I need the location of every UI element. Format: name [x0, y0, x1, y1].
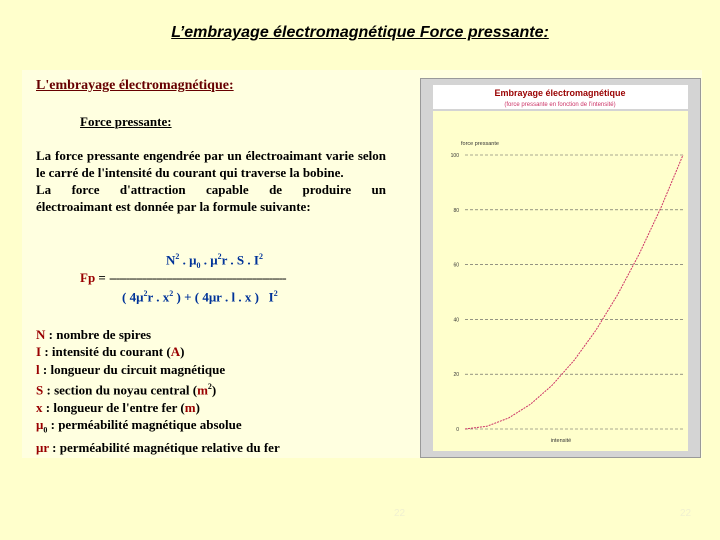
chart-title: Embrayage électromagnétique	[494, 88, 626, 98]
formula-fraction-bar: -----------------------------------------------------	[109, 270, 286, 285]
definition-item: l : longueur du circuit magnétique	[36, 361, 226, 377]
chart-subtitle: (force pressante en fonction de l'intensité)	[504, 102, 616, 108]
y-tick-label: 80	[453, 207, 459, 214]
definition-item: S : section du noyau central $(m^2)$	[36, 382, 217, 398]
page-number-right: 22	[680, 508, 692, 519]
y-axis-label: force pressante	[461, 141, 499, 147]
section-subtitle: Force pressante:	[80, 114, 172, 129]
paragraph-2a: La force d'attraction capable de produire un	[36, 182, 386, 197]
definition-item: $\mu_0$ : perméabilité magnétique absolue	[36, 417, 242, 435]
formula-denominator: ( $4\mu^2r$ . $x^2$ ) + ( 4μr . l . x ) $I^2$	[122, 289, 278, 305]
definition-item: x : longueur de l'entre fer (m)	[36, 399, 200, 415]
force-chart	[421, 79, 700, 457]
slide-title: L’embrayage électromagnétique Force pressante:	[171, 24, 549, 41]
y-tick-label: 100	[450, 153, 459, 159]
y-tick-label: 0	[456, 427, 459, 433]
paragraph-1: La force pressante engendrée par un électroaimant varie selon le carré de l'intensité du courant qui traverse la bobine.	[36, 148, 386, 180]
x-axis-label: intensité	[550, 438, 572, 444]
formula-numerator: $N^2$ . $\mu_0$ . $\mu^2r$ . S . $I^2$	[166, 252, 263, 270]
paragraph-2b: électroaimant est donnée par la formule suivante:	[36, 199, 311, 214]
y-tick-label: 60	[453, 262, 459, 269]
formula-fp: Fp = -----------------------------------------------------	[80, 270, 286, 285]
y-tick-label: 40	[453, 317, 459, 324]
y-tick-label: 20	[453, 372, 459, 379]
paragraph	[36, 147, 386, 215]
chart-frame	[420, 78, 701, 458]
definition-item: N : nombre de spires	[36, 327, 152, 342]
chart-plot-bg	[433, 111, 688, 451]
page-number-left: 22	[394, 508, 406, 519]
definition-item: μr : perméabilité magnétique relative du fer	[36, 440, 280, 456]
section-title: L'embrayage électromagnétique:	[36, 78, 234, 93]
definition-item: I : intensité du courant (A)	[36, 344, 185, 360]
definitions-list	[36, 326, 396, 457]
